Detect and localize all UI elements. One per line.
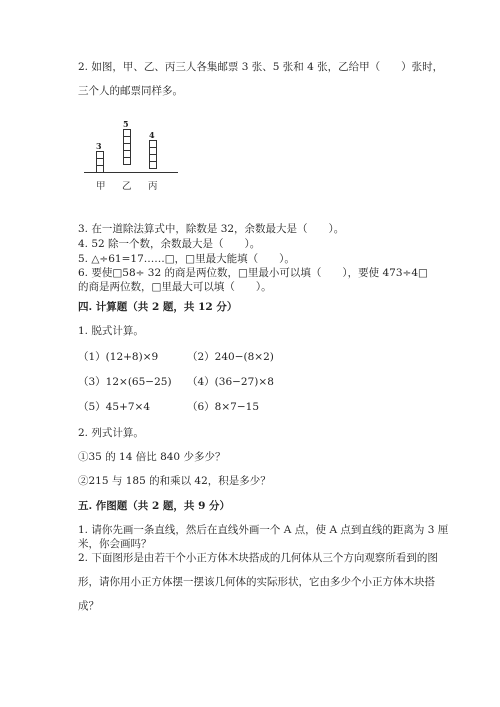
- q3-text: 3. 在一道除法算式中，除数是 32，余数最大是（ ）。: [78, 223, 345, 235]
- draw-q2-line-3: 成？: [78, 600, 99, 612]
- stack-label-bing: 丙: [148, 181, 158, 192]
- calc-q2-a: ①35 的 14 倍比 840 少多少？: [78, 451, 226, 463]
- stack-bing: [149, 140, 157, 169]
- calc-item-1: （1）(12+8)×9: [78, 351, 159, 363]
- section-5-title: 五. 作图题（共 2 题，共 9 分）: [78, 500, 231, 512]
- q5-text: 5. △÷61=17……□，□里最大能填（ ）。: [78, 253, 295, 265]
- calc-item-2: （2）240−(8×2): [187, 351, 274, 363]
- baseline: [84, 172, 178, 173]
- stack-count-jia: 3: [96, 141, 102, 151]
- calc-item-6: （6）8×7−15: [187, 401, 259, 413]
- stack-count-yi: 5: [123, 119, 129, 129]
- draw-q1-line-2: 米，你会画吗？: [78, 538, 152, 550]
- q6-line-2: 的商是两位数，□里最大可以填（ ）。: [78, 281, 272, 293]
- stack-label-yi: 乙: [122, 181, 132, 192]
- calc-item-4: （4）(36−27)×8: [187, 376, 274, 388]
- q4-text: 4. 52 除一个数，余数最大是（ ）。: [78, 238, 261, 250]
- calc-q2-b: ②215 与 185 的和乘以 42，积是多少？: [78, 475, 271, 487]
- q2-line-1: 2. 如图，甲、乙、丙三人各集邮票 3 张、5 张和 4 张，乙给甲（ ）张时，: [78, 61, 444, 73]
- q6-line-1: 6. 要使□58÷ 32 的商是两位数，□里最小可以填（ ），要使 473÷4□: [78, 267, 428, 279]
- calc-item-5: （5）45+7×4: [78, 401, 150, 413]
- stack-yi: [123, 129, 131, 165]
- draw-q2-line-1: 2. 下面图形是由若干个小正方体木块搭成的几何体从三个方向观察所看到的图: [78, 552, 438, 564]
- stack-count-bing: 4: [149, 130, 155, 140]
- calc-item-3: （3）12×(65−25): [78, 376, 172, 388]
- draw-q1-line-1: 1. 请你先画一条直线，然后在直线外画一个 A 点，使 A 点到直线的距离为 3 厘: [78, 524, 449, 536]
- draw-q2-line-2: 形，请你用小正方体摆一摆该几何体的实际形状，它由多少个小正方体木块搭: [78, 576, 435, 588]
- section-4-title: 四. 计算题（共 2 题，共 12 分）: [78, 301, 238, 313]
- calc-q1-title: 1. 脱式计算。: [78, 325, 144, 337]
- stack-jia: [96, 151, 104, 173]
- q2-line-2: 三个人的邮票同样多。: [78, 85, 183, 97]
- stack-label-jia: 甲: [96, 181, 106, 192]
- calc-q2-title: 2. 列式计算。: [78, 427, 144, 439]
